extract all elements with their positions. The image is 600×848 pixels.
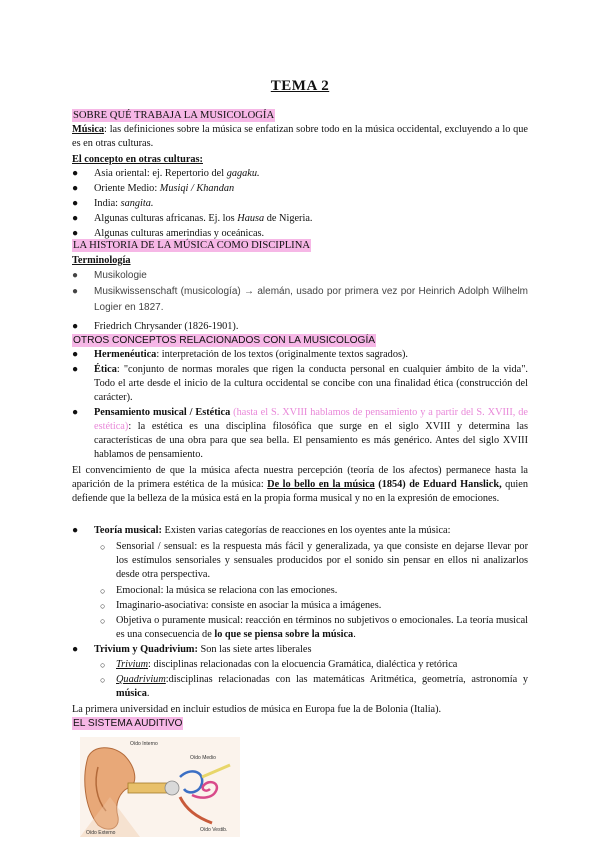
- terminologia-label: Terminología: [72, 255, 131, 266]
- list-item: ● Asia oriental: ej. Repertorio del gagaku.: [72, 168, 260, 179]
- section-heading-musicologia: SOBRE QUÉ TRABAJA LA MUSICOLOGÍA: [73, 110, 275, 121]
- sub-item-quadrivium: ○ Quadrivium:disciplinas relacionadas con las matemáticas Aritmética, geometría, astronomía y música.: [100, 674, 528, 699]
- list-item: ● India: sangita.: [72, 198, 154, 209]
- sub-item-trivium: ○ Trivium: disciplinas relacionadas con la elocuencia Gramática, dialéctica y retórica: [100, 659, 458, 670]
- bolonia-paragraph: La primera universidad en incluir estudios de música en Europa fue la de Bolonia (Italia).: [72, 704, 442, 715]
- list-item-hermeneutica: ● Hermenéutica: interpretación de los textos (originalmente textos sagrados).: [72, 349, 408, 360]
- list-item: ● Oriente Medio: Musiqi / Khandan: [72, 183, 235, 194]
- musica-definition: Música: las definiciones sobre la música se enfatizan sobre todo en la música occidental, excluyendo a lo que es en otras culturas.: [72, 124, 528, 149]
- list-item: ● Algunas culturas africanas. Ej. los Hausa de Nigeria.: [72, 213, 313, 224]
- list-item: ● Musikwissenschaft (musicología) → alemán, usado por primera vez por Heinrich Adolph Wilhelm Logier en 1827.: [72, 286, 528, 313]
- convencimiento-paragraph: El convencimiento de que la música afecta nuestra percepción (teoría de los afectos) permanece hasta la aparición de la primera estética de la música: De lo bello en la música (1854) de Eduard Hanslick, quien defiende que la belleza de la música está en la propia forma musical y no en la expresión de emociones.: [72, 465, 528, 504]
- sub-item-objetiva: ○ Objetiva o puramente musical: reacción en términos no subjetivos o emocionales. La teoría musical es una consecuencia de lo que se piensa sobre la música.: [100, 615, 528, 640]
- section-heading-sistema-auditivo: EL SISTEMA AUDITIVO: [73, 718, 183, 729]
- ear-anatomy-figure: [80, 737, 240, 837]
- list-item: ● Friedrich Chrysander (1826-1901).: [72, 321, 239, 332]
- sub-item-imaginario: ○ Imaginario-asociativa: consiste en asociar la música a imágenes.: [100, 600, 382, 611]
- figure-label-interno: Oído Interno: [130, 741, 158, 747]
- list-item-etica: ● Ética: "conjunto de normas morales que rigen la conducta personal en cualquier ámbito de la vida". Todo el arte desde el inicio de la cultura occidental se concibe con una finalidad ética (construcción del carácter).: [72, 364, 528, 403]
- list-item-teoria-musical: ● Teoría musical: Existen varias categorías de reacciones en los oyentes ante la música:: [72, 525, 451, 536]
- sub-item-sensorial: ○ Sensorial / sensual: es la respuesta más fácil y generalizada, ya que consiste en dejarse llevar por los estímulos sensoriales y sensuales producidos por el sonido sin pensar en ellos ni analizarlos desde otra perspectiva.: [100, 541, 528, 580]
- list-item: ● Musikologie: [72, 270, 147, 281]
- figure-label-vestib: Oído Vestib.: [200, 827, 228, 833]
- list-item-pensamiento: ● Pensamiento musical / Estética (hasta el S. XVIII hablamos de pensamiento y a partir del S. XVIII, de estética): la estética es una disciplina filosófica que surge en el siglo XVIII y determina las características de una obra para que sea bella. El pensamiento es más genérico. Antes del siglo XVIII hablamos de pensamiento.: [72, 407, 528, 460]
- section-heading-otros-conceptos: OTROS CONCEPTOS RELACIONADOS CON LA MUSICOLOGÍA: [73, 335, 376, 346]
- otras-culturas-label: El concepto en otras culturas:: [72, 154, 203, 165]
- sub-item-emocional: ○ Emocional: la música se relaciona con las emociones.: [100, 585, 338, 596]
- section-heading-historia: LA HISTORIA DE LA MÚSICA COMO DISCIPLINA: [73, 240, 311, 251]
- figure-label-medio: Oído Medio: [190, 755, 216, 761]
- page-title: TEMA 2: [270, 78, 330, 94]
- figure-label-externo: Oído Externo: [86, 830, 116, 836]
- list-item: ● Algunas culturas amerindias y oceánicas.: [72, 228, 265, 239]
- list-item-trivium-quadrivium: ● Trivium y Quadrivium: Son las siete artes liberales: [72, 644, 312, 655]
